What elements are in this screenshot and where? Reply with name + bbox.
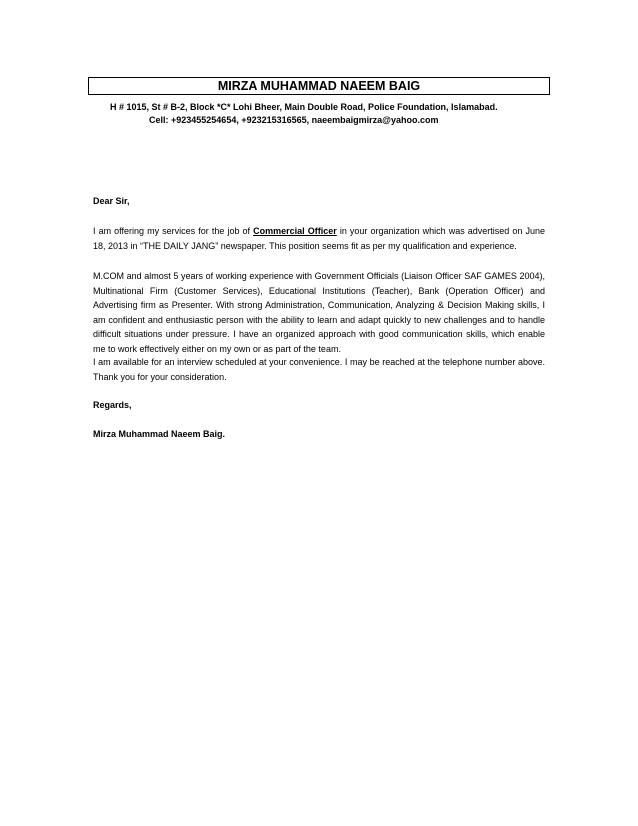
applicant-contact: Cell: +923455254654, +923215316565, naeembaigmirza@yahoo.com (149, 115, 439, 125)
paragraph-introduction (93, 224, 545, 253)
paragraph-experience: M.COM and almost 5 years of working experience with Government Officials (Liaison Officer SAF GAMES 2004), Multinational Firm (Customer Services), Educational Institutions (Teacher), Bank (Operation Officer) and Advertising firm as Presenter. With strong Administration, Communication, Analyzing & Decision Making skills, I am confident and enthusiastic person with the ability to learn and adapt quickly to new challenges and to handle difficult situations under pressure. I have an organized approach with good communication skills, which enable me to work effectively either on my own or as part of the team. (93, 271, 545, 354)
salutation: Dear Sir, (93, 196, 130, 206)
paragraph-introduction-rest: in your organization which was advertised on June 18, 2013 in “THE DAILY JANG” newspaper. This position seems fit as per my qualification and experience. (93, 226, 546, 251)
applicant-address: H # 1015, St # B-2, Block *C* Lohi Bheer, Main Double Road, Police Foundation, Islamabad. (110, 102, 498, 112)
signature-name: Mirza Muhammad Naeem Baig. (93, 429, 226, 439)
closing-regards: Regards, (93, 400, 132, 410)
job-title-highlight: Commercial Officer (253, 226, 337, 236)
paragraph-introduction-lead: I am offering my services for the job of (93, 226, 254, 236)
paragraph-availability: I am available for an interview scheduled at your convenience. I may be reached at the telephone number above. Thank you for your consideration. (93, 357, 545, 382)
applicant-name-header: MIRZA MUHAMMAD NAEEM BAIG (88, 77, 550, 95)
